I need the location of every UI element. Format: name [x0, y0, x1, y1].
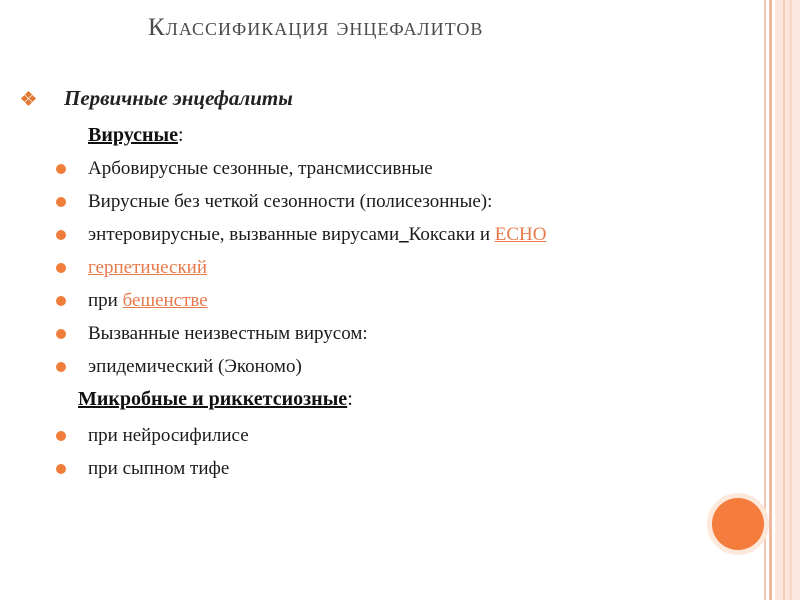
list-item — [56, 419, 249, 452]
item-text: Вызванные неизвестным вирусом: — [88, 322, 368, 344]
microbial-heading — [78, 388, 353, 411]
decor-stripe — [789, 0, 792, 600]
microbial-heading-colon: : — [347, 388, 353, 410]
echo-link[interactable]: ECHO — [494, 223, 547, 245]
bullet-dot-icon — [56, 164, 66, 174]
item-separator: _ — [399, 223, 409, 245]
primary-heading-row — [22, 86, 293, 111]
list-item — [56, 350, 547, 383]
slide-title: Классификация энцефалитов — [148, 14, 484, 41]
bullet-dot-icon — [56, 329, 66, 339]
item-text: при нейросифилисе — [88, 424, 249, 446]
bullet-dot-icon — [56, 197, 66, 207]
list-item — [56, 218, 547, 251]
microbial-list — [56, 419, 249, 485]
viral-list — [56, 152, 547, 383]
herpetic-link[interactable]: герпетический — [88, 256, 208, 278]
decor-stripe — [769, 0, 772, 600]
item-text: Арбовирусные сезонные, трансмиссивные — [88, 157, 433, 179]
decor-stripe — [775, 0, 800, 600]
list-item — [56, 152, 547, 185]
bullet-dot-icon — [56, 362, 66, 372]
bullet-dot-icon — [56, 464, 66, 474]
decor-stripe — [764, 0, 766, 600]
item-text: при — [88, 289, 123, 311]
decor-circle — [712, 498, 764, 550]
list-item — [56, 251, 547, 284]
item-text: энтеровирусные, вызванные вирусами — [88, 223, 400, 245]
diamond-bullet-icon — [22, 92, 36, 106]
decor-stripe — [783, 0, 785, 600]
primary-heading: Первичные энцефалиты — [64, 86, 293, 110]
viral-heading-text: Вирусные — [88, 124, 178, 146]
item-text: Вирусные без четкой сезонности (полисезонные): — [88, 190, 493, 212]
item-text: эпидемический (Экономо) — [88, 355, 302, 377]
list-item — [56, 185, 547, 218]
item-text: Коксаки и — [408, 223, 495, 245]
rabies-link[interactable]: бешенстве — [122, 289, 208, 311]
bullet-dot-icon — [56, 230, 66, 240]
viral-heading — [88, 124, 184, 147]
list-item — [56, 317, 547, 350]
list-item — [56, 284, 547, 317]
bullet-dot-icon — [56, 263, 66, 273]
item-text: при сыпном тифе — [88, 457, 230, 479]
bullet-dot-icon — [56, 431, 66, 441]
list-item — [56, 452, 249, 485]
microbial-heading-text: Микробные и риккетсиозные — [78, 388, 348, 410]
viral-heading-colon: : — [178, 124, 184, 146]
bullet-dot-icon — [56, 296, 66, 306]
